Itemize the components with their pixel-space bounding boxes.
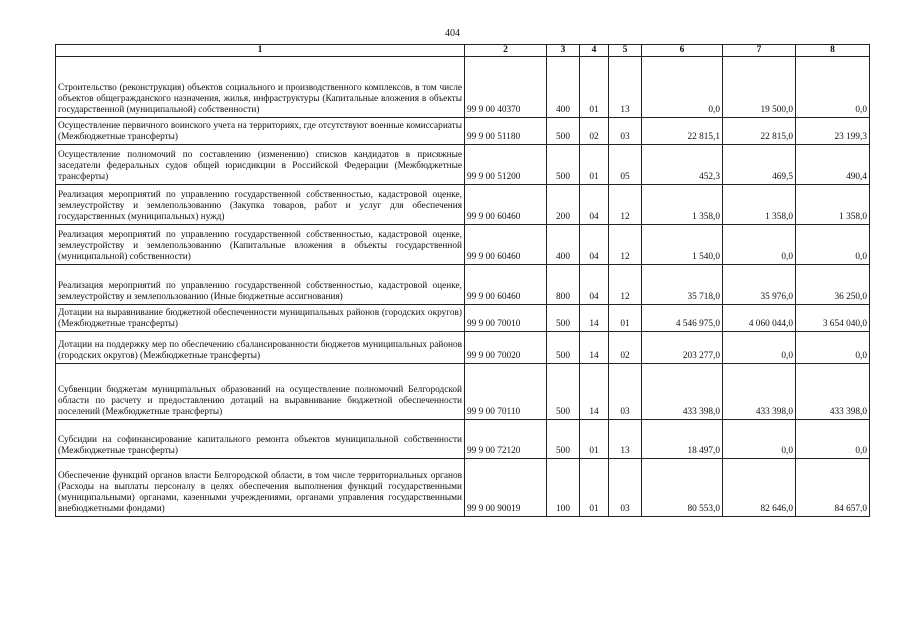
expense-type: 500 [547, 305, 580, 332]
budget-table [55, 44, 870, 517]
header-col-1: 1 [56, 45, 465, 57]
header-col-7: 7 [723, 45, 796, 57]
amount-col-8: 36 250,0 [796, 265, 870, 305]
subsection: 03 [609, 459, 642, 517]
amount-col-8: 84 657,0 [796, 459, 870, 517]
amount-col-6: 203 277,0 [642, 332, 723, 364]
expense-type: 100 [547, 459, 580, 517]
subsection: 12 [609, 265, 642, 305]
section: 01 [580, 57, 609, 118]
target-code: 99 9 00 60460 [465, 185, 547, 225]
amount-col-8: 0,0 [796, 57, 870, 118]
expense-type: 500 [547, 364, 580, 420]
amount-col-7: 22 815,0 [723, 118, 796, 145]
subsection: 12 [609, 225, 642, 265]
amount-col-6: 22 815,1 [642, 118, 723, 145]
item-name: Строительство (реконструкция) объектов социального и производственного комплексов, в том числе объектов общегражданского назначения, жилья, инфраструктуры (Капитальные вложения в объекты государственной (муниципальной) собственности) [56, 57, 465, 118]
item-name: Субсидии на софинансирование капитального ремонта объектов муниципальной собственности (Межбюджетные трансферты) [56, 420, 465, 459]
amount-col-7: 82 646,0 [723, 459, 796, 517]
amount-col-6: 4 546 975,0 [642, 305, 723, 332]
amount-col-6: 1 358,0 [642, 185, 723, 225]
target-code: 99 9 00 51200 [465, 145, 547, 185]
header-row [56, 45, 870, 57]
item-name: Дотации на поддержку мер по обеспечению сбалансированности бюджетов муниципальных районов (городских округов) (Межбюджетные трансферты) [56, 332, 465, 364]
amount-col-8: 0,0 [796, 332, 870, 364]
section: 14 [580, 364, 609, 420]
section: 02 [580, 118, 609, 145]
header-col-6: 6 [642, 45, 723, 57]
item-name: Реализация мероприятий по управлению государственной собственностью, кадастровой оценке, землеустройству и землепользованию (Закупка товаров, работ и услуг для обеспечения государственных (муниципальных) нужд) [56, 185, 465, 225]
table-row [56, 145, 870, 185]
amount-col-7: 1 358,0 [723, 185, 796, 225]
amount-col-7: 4 060 044,0 [723, 305, 796, 332]
amount-col-6: 1 540,0 [642, 225, 723, 265]
section: 01 [580, 420, 609, 459]
table-row [56, 332, 870, 364]
amount-col-8: 490,4 [796, 145, 870, 185]
expense-type: 400 [547, 225, 580, 265]
expense-type: 400 [547, 57, 580, 118]
section: 14 [580, 332, 609, 364]
amount-col-7: 0,0 [723, 332, 796, 364]
target-code: 99 9 00 72120 [465, 420, 547, 459]
amount-col-8: 3 654 040,0 [796, 305, 870, 332]
section: 14 [580, 305, 609, 332]
table-row [56, 225, 870, 265]
table-row [56, 185, 870, 225]
table-row [56, 265, 870, 305]
amount-col-8: 433 398,0 [796, 364, 870, 420]
amount-col-6: 18 497,0 [642, 420, 723, 459]
table-row [56, 459, 870, 517]
item-name: Обеспечение функций органов власти Белгородской области, в том числе территориальных органов (Расходы на выплаты персоналу в целях обеспечения выполнения функций государственными (муниципальными) органами, казенными учреждениями, органами управления государственными внебюджетными фондами) [56, 459, 465, 517]
target-code: 99 9 00 70020 [465, 332, 547, 364]
subsection: 12 [609, 185, 642, 225]
expense-type: 500 [547, 118, 580, 145]
table-row [56, 420, 870, 459]
table-row [56, 118, 870, 145]
subsection: 02 [609, 332, 642, 364]
table-row [56, 305, 870, 332]
target-code: 99 9 00 60460 [465, 225, 547, 265]
expense-type: 200 [547, 185, 580, 225]
amount-col-7: 35 976,0 [723, 265, 796, 305]
target-code: 99 9 00 70110 [465, 364, 547, 420]
amount-col-8: 1 358,0 [796, 185, 870, 225]
header-col-3: 3 [547, 45, 580, 57]
amount-col-6: 452,3 [642, 145, 723, 185]
amount-col-8: 23 199,3 [796, 118, 870, 145]
section: 04 [580, 265, 609, 305]
amount-col-6: 0,0 [642, 57, 723, 118]
target-code: 99 9 00 51180 [465, 118, 547, 145]
subsection: 01 [609, 305, 642, 332]
page-number: 404 [445, 28, 460, 39]
expense-type: 500 [547, 145, 580, 185]
subsection: 13 [609, 420, 642, 459]
amount-col-8: 0,0 [796, 225, 870, 265]
amount-col-7: 0,0 [723, 225, 796, 265]
target-code: 99 9 00 60460 [465, 265, 547, 305]
item-name: Реализация мероприятий по управлению государственной собственностью, кадастровой оценке, землеустройству и землепользованию (Иные бюджетные ассигнования) [56, 265, 465, 305]
item-name: Осуществление первичного воинского учета на территориях, где отсутствуют военные комиссариаты (Межбюджетные трансферты) [56, 118, 465, 145]
item-name: Дотации на выравнивание бюджетной обеспеченности муниципальных районов (городских округов) (Межбюджетные трансферты) [56, 305, 465, 332]
section: 01 [580, 459, 609, 517]
table-row [56, 364, 870, 420]
subsection: 03 [609, 118, 642, 145]
amount-col-6: 35 718,0 [642, 265, 723, 305]
amount-col-7: 469,5 [723, 145, 796, 185]
header-col-2: 2 [465, 45, 547, 57]
subsection: 03 [609, 364, 642, 420]
item-name: Субвенции бюджетам муниципальных образований на осуществление полномочий Белгородской области по расчету и предоставлению дотаций на выравнивание бюджетной обеспеченности поселений (Межбюджетные трансферты) [56, 364, 465, 420]
expense-type: 800 [547, 265, 580, 305]
amount-col-8: 0,0 [796, 420, 870, 459]
amount-col-7: 19 500,0 [723, 57, 796, 118]
section: 01 [580, 145, 609, 185]
subsection: 13 [609, 57, 642, 118]
subsection: 05 [609, 145, 642, 185]
target-code: 99 9 00 70010 [465, 305, 547, 332]
expense-type: 500 [547, 420, 580, 459]
amount-col-7: 0,0 [723, 420, 796, 459]
amount-col-7: 433 398,0 [723, 364, 796, 420]
table-row [56, 57, 870, 118]
header-col-5: 5 [609, 45, 642, 57]
item-name: Реализация мероприятий по управлению государственной собственностью, кадастровой оценке, землеустройству и землепользованию (Капитальные вложения в объекты государственной (муниципальной) собственности) [56, 225, 465, 265]
header-col-4: 4 [580, 45, 609, 57]
target-code: 99 9 00 90019 [465, 459, 547, 517]
section: 04 [580, 225, 609, 265]
amount-col-6: 433 398,0 [642, 364, 723, 420]
amount-col-6: 80 553,0 [642, 459, 723, 517]
target-code: 99 9 00 40370 [465, 57, 547, 118]
item-name: Осуществление полномочий по составлению (изменению) списков кандидатов в присяжные заседатели федеральных судов общей юрисдикции в Российской Федерации (Межбюджетные трансферты) [56, 145, 465, 185]
expense-type: 500 [547, 332, 580, 364]
header-col-8: 8 [796, 45, 870, 57]
section: 04 [580, 185, 609, 225]
